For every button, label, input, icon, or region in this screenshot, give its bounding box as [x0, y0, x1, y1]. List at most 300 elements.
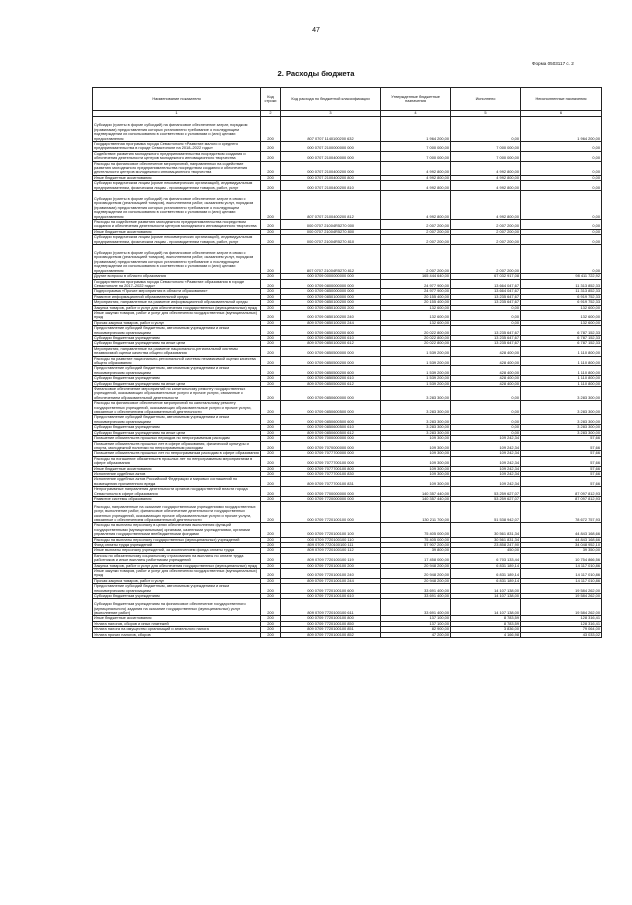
row-line-code: 200 [261, 305, 281, 310]
row-classification-code: 809 0709 0850100200 612 [281, 341, 381, 346]
row-approved: 109 300,00 [381, 466, 451, 471]
row-remaining: 0,00 [521, 161, 602, 175]
row-approved: 165 444 640,00 [381, 274, 451, 279]
row-classification-code: 000 0709 0850600500 600 [281, 415, 381, 425]
row-executed: 53 259 627,07 [451, 487, 521, 497]
row-remaining: 132 600,00 [521, 305, 602, 310]
column-number: 1 [93, 111, 261, 117]
row-classification-code: 000 0709 7077700100 000 [281, 456, 381, 466]
row-line-code: 200 [261, 346, 281, 356]
row-name: Подпрограмма «Прочие мероприятия в области образования» [93, 289, 261, 294]
row-executed: 4 992 800,00 [451, 161, 521, 175]
row-approved: 20 948 200,00 [381, 569, 451, 579]
row-line-code: 200 [261, 578, 281, 583]
row-approved: 4 992 800,00 [381, 181, 451, 191]
row-line-code: 200 [261, 523, 281, 537]
row-executed: 109 242,34 [451, 456, 521, 466]
row-remaining: 87 097 812,93 [521, 487, 602, 497]
row-name: Содействие развитию молодежного предпринимательства посредством создания и обеспечения деятельности центров молодежного инновационного творчества [93, 151, 261, 161]
row-approved: 132 600,00 [381, 310, 451, 320]
row-executed: 428 400,00 [451, 376, 521, 381]
row-classification-code: 809 0709 0850100200 244 [281, 320, 381, 325]
row-classification-code: 000 0709 7720000000 000 [281, 496, 381, 501]
row-name: Расходы на выплаты персоналу в целях обеспечения выполнения функций государственными (муниципальными) органами, казенными учреждениями, органами управления государственными внебюджетными фондами [93, 523, 261, 537]
row-executed: 428 400,00 [451, 366, 521, 376]
row-executed: 0,00 [451, 430, 521, 435]
row-line-code: 200 [261, 245, 281, 274]
row-remaining: 11 313 852,33 [521, 289, 602, 294]
table-row [93, 346, 602, 356]
row-name: Субсидии бюджетным учреждениям на иные цели [93, 430, 261, 435]
row-line-code: 200 [261, 543, 281, 548]
row-name: Иные бюджетные ассигнования [93, 616, 261, 621]
row-approved: 132 600,00 [381, 305, 451, 310]
row-line-code: 200 [261, 117, 281, 142]
table-row [93, 245, 602, 274]
row-approved: 57 907 200,00 [381, 543, 451, 548]
row-executed: 0,00 [451, 401, 521, 415]
row-executed: 30 561 831,34 [451, 523, 521, 537]
row-line-code: 200 [261, 548, 281, 553]
row-approved: 2 007 200,00 [381, 220, 451, 230]
row-name: Иные бюджетные ассигнования [93, 466, 261, 471]
row-line-code: 200 [261, 563, 281, 568]
row-remaining: 1 110 800,00 [521, 356, 602, 366]
row-line-code: 200 [261, 366, 281, 376]
row-executed: 428 400,00 [451, 381, 521, 386]
table-row [93, 553, 602, 563]
row-name: Фонд оплаты труда учреждений [93, 543, 261, 548]
row-classification-code: 809 0709 7720100100 852 [281, 632, 381, 637]
row-approved: 20 155 400,00 [381, 294, 451, 299]
row-classification-code: 000 0709 0850100200 600 [281, 326, 381, 336]
row-executed: 14 107 138,00 [451, 584, 521, 594]
row-remaining: 3 283 300,00 [521, 430, 602, 435]
row-line-code: 200 [261, 553, 281, 563]
table-body [93, 117, 602, 638]
row-remaining: 0,00 [521, 235, 602, 245]
row-remaining: 57,66 [521, 471, 602, 476]
row-remaining: 98 411 722,92 [521, 274, 602, 279]
row-remaining: 128 316,41 [521, 616, 602, 621]
row-executed: 109 242,34 [451, 436, 521, 441]
row-executed: 109 242,34 [451, 441, 521, 451]
row-name: Уплата налогов, сборов и иных платежей [93, 621, 261, 626]
row-classification-code: 000 0709 0850100200 000 [281, 300, 381, 305]
row-line-code: 200 [261, 616, 281, 621]
row-name: Субсидии юридическим лицам (кроме некоммерческих организаций), индивидуальным предпринимателям, физическим лицам - производителям товаров, работ, услуг [93, 235, 261, 245]
row-classification-code: 000 0709 7720100100 000 [281, 502, 381, 523]
row-executed: 2 007 200,00 [451, 220, 521, 230]
row-remaining: 57,66 [521, 451, 602, 456]
row-executed: 4 166,98 [451, 632, 521, 637]
row-remaining: 57,66 [521, 466, 602, 471]
row-classification-code: 000 0709 0850100000 000 [281, 294, 381, 299]
row-line-code: 200 [261, 466, 281, 471]
row-approved: 3 283 300,00 [381, 430, 451, 435]
row-name: Закупка товаров, работ и услуг для обеспечения государственных (муниципальных) нужд [93, 563, 261, 568]
row-line-code: 200 [261, 599, 281, 616]
row-classification-code: 000 0709 0850000000 000 [281, 289, 381, 294]
row-executed: 7 000 000,00 [451, 142, 521, 152]
row-executed: 109 242,34 [451, 477, 521, 487]
row-classification-code: 807 0707 2100400200 812 [281, 191, 381, 220]
page-number: 47 [312, 27, 320, 34]
row-name: Субсидии бюджетным учреждениям [93, 376, 261, 381]
row-remaining: 1 110 800,00 [521, 346, 602, 356]
row-line-code: 200 [261, 294, 281, 299]
row-approved: 3 283 300,00 [381, 425, 451, 430]
row-remaining: 1 110 800,00 [521, 381, 602, 386]
row-approved: 33 691 400,00 [381, 584, 451, 594]
row-remaining: 0,00 [521, 220, 602, 230]
row-approved: 1 539 200,00 [381, 376, 451, 381]
row-name: Непрограммные направления деятельности органов государственной власти города Севастополя в сфере образования [93, 487, 261, 497]
table-row [93, 584, 602, 594]
row-line-code: 200 [261, 320, 281, 325]
row-line-code: 200 [261, 151, 281, 161]
row-classification-code: 000 0707 21004R5270 810 [281, 235, 381, 245]
row-executed: 13 235 647,67 [451, 300, 521, 305]
row-line-code: 200 [261, 496, 281, 501]
row-executed: 8 783,59 [451, 621, 521, 626]
row-classification-code: 000 0709 7700000000 000 [281, 487, 381, 497]
row-line-code: 200 [261, 356, 281, 366]
table-row [93, 523, 602, 537]
row-classification-code: 000 0709 7720100100 600 [281, 584, 381, 594]
row-line-code: 200 [261, 451, 281, 456]
row-remaining: 1 964 200,00 [521, 117, 602, 142]
table-row [93, 401, 602, 415]
row-line-code: 200 [261, 381, 281, 386]
table-row [93, 456, 602, 466]
row-remaining: 19 584 262,00 [521, 599, 602, 616]
row-line-code: 200 [261, 441, 281, 451]
row-line-code: 200 [261, 487, 281, 497]
row-classification-code: 000 0709 7720100100 110 [281, 537, 381, 542]
row-name: Погашение обязательств прошлых периодов по непрограммным расходам [93, 436, 261, 441]
row-approved: 20 155 400,00 [381, 300, 451, 305]
row-name: Субсидии бюджетным учреждениям на иные цели [93, 381, 261, 386]
row-line-code: 200 [261, 430, 281, 435]
row-executed: 4 992 800,00 [451, 191, 521, 220]
row-line-code: 200 [261, 335, 281, 340]
row-name: Государственная программа города Севастополя «Развитие малого и среднего предпринимательства в городе Севастополе на 2018–2022 годы» [93, 142, 261, 152]
row-line-code: 200 [261, 300, 281, 305]
row-name: Другие вопросы в области образования [93, 274, 261, 279]
row-name: Субсидии бюджетным учреждениям [93, 335, 261, 340]
row-remaining: 0,00 [521, 151, 602, 161]
row-name: Развитие системы образования [93, 496, 261, 501]
row-remaining: 6 787 152,33 [521, 335, 602, 340]
row-remaining: 6 787 152,33 [521, 326, 602, 336]
row-approved: 33 691 400,00 [381, 594, 451, 599]
row-approved: 109 300,00 [381, 436, 451, 441]
row-approved: 75 405 000,00 [381, 537, 451, 542]
row-remaining: 132 600,00 [521, 310, 602, 320]
header-remaining: Неисполненные назначения [521, 88, 602, 111]
row-executed: 0,00 [451, 320, 521, 325]
row-name: Субсидии (гранты в форме субсидий) на финансовое обеспечение затрат в связи с производством (реализацией товаров), выполнением работ, оказанием услуг, порядком (правилами) предоставления которых установлено требование о последующем подтверждении их использования в соответствии с условиями и (или) целями предоставления [93, 245, 261, 274]
row-line-code: 200 [261, 425, 281, 430]
row-line-code: 200 [261, 235, 281, 245]
row-classification-code: 000 0707 2100400200 000 [281, 161, 381, 175]
header-name: Наименование показателя [93, 88, 261, 111]
table-row [93, 220, 602, 230]
row-name: Финансовое обеспечение мероприятий по капитальному ремонту государственных учреждений, оказывающих образовательные услуги и прочие услуги, связанные с обеспечением образовательной деятельности [93, 387, 261, 401]
row-executed: 0,00 [451, 117, 521, 142]
row-line-code: 200 [261, 502, 281, 523]
row-remaining: 39 350,00 [521, 548, 602, 553]
row-executed: 30 561 831,34 [451, 537, 521, 542]
row-remaining: 79 064,00 [521, 627, 602, 632]
table-row [93, 310, 602, 320]
row-classification-code: 807 0707 1140100200 632 [281, 117, 381, 142]
row-remaining: 0,00 [521, 142, 602, 152]
header-classification-code: Код расхода по бюджетной классификации [281, 88, 381, 111]
row-approved: 3 283 300,00 [381, 415, 451, 425]
row-executed: 8 783,59 [451, 616, 521, 621]
row-executed: 428 400,00 [451, 356, 521, 366]
table-row [93, 569, 602, 579]
row-approved: 82 900,00 [381, 627, 451, 632]
row-approved: 1 539 200,00 [381, 356, 451, 366]
row-executed: 13 664 047,67 [451, 279, 521, 289]
row-classification-code: 000 0709 0800000000 000 [281, 279, 381, 289]
row-classification-code: 000 0709 7720100100 850 [281, 621, 381, 626]
row-remaining: 43 033,02 [521, 632, 602, 637]
row-remaining: 19 584 262,00 [521, 584, 602, 594]
row-approved: 75 405 000,00 [381, 523, 451, 537]
column-number: 4 [381, 111, 451, 117]
row-name: Мероприятия, направленные на развитие информационной образовательной среды [93, 300, 261, 305]
row-classification-code: 809 0709 7077700100 831 [281, 477, 381, 487]
table-row [93, 356, 602, 366]
row-executed: 23 858 247,90 [451, 543, 521, 548]
row-executed: 6 831 189,14 [451, 569, 521, 579]
table-row [93, 477, 602, 487]
row-line-code: 200 [261, 477, 281, 487]
row-line-code: 200 [261, 584, 281, 594]
row-name: Иные бюджетные ассигнования [93, 175, 261, 180]
row-approved: 24 977 900,00 [381, 289, 451, 294]
row-remaining: 0,00 [521, 229, 602, 234]
row-classification-code: 000 0707 2100000000 000 [281, 142, 381, 152]
row-approved: 33 691 400,00 [381, 599, 451, 616]
table-header [93, 88, 602, 117]
row-classification-code: 809 0709 7720100100 851 [281, 627, 381, 632]
row-name: Расходы на погашение обязательств прошлых лет по непрограммным мероприятиям в сфере образования [93, 456, 261, 466]
row-line-code: 200 [261, 326, 281, 336]
row-name: Предоставление субсидий бюджетным, автономным учреждениям и иным некоммерческим организациям [93, 584, 261, 594]
row-name: Уплата налога на имущество организаций и земельного налога [93, 627, 261, 632]
row-line-code: 200 [261, 161, 281, 175]
row-line-code: 200 [261, 274, 281, 279]
header-executed: Исполнено [451, 88, 521, 111]
row-executed: 2 007 200,00 [451, 229, 521, 234]
row-approved: 109 300,00 [381, 441, 451, 451]
row-approved: 132 600,00 [381, 320, 451, 325]
row-remaining: 87 097 812,93 [521, 496, 602, 501]
row-remaining: 0,00 [521, 175, 602, 180]
table-row [93, 117, 602, 142]
row-name: Предоставление субсидий бюджетным, автономным учреждениям и иным некоммерческим организациям [93, 366, 261, 376]
row-executed: 14 107 138,00 [451, 599, 521, 616]
row-executed: 67 032 917,08 [451, 274, 521, 279]
row-classification-code: 809 0709 7720100100 611 [281, 599, 381, 616]
row-executed: 2 007 200,00 [451, 235, 521, 245]
row-classification-code: 000 0707 2100400000 000 [281, 151, 381, 161]
table-row [93, 181, 602, 191]
row-classification-code: 000 0709 7720100100 610 [281, 594, 381, 599]
row-executed: 0,00 [451, 387, 521, 401]
row-approved: 109 300,00 [381, 456, 451, 466]
row-remaining: 34 048 952,10 [521, 543, 602, 548]
row-classification-code: 000 0709 0850100200 200 [281, 305, 381, 310]
row-name: Субсидии бюджетным учреждениям [93, 594, 261, 599]
row-line-code: 200 [261, 471, 281, 476]
form-code: Форма 0503117 с. 2 [532, 61, 574, 66]
budget-expenses-table [92, 87, 602, 638]
row-name: Государственная программа города Севастополя «Развитие образования в городе Севастополе на 2017–2022 годы» [93, 279, 261, 289]
row-remaining: 0,00 [521, 181, 602, 191]
row-remaining: 6 919 752,33 [521, 294, 602, 299]
row-classification-code: 000 0709 7070000000 000 [281, 441, 381, 451]
row-remaining: 128 316,41 [521, 621, 602, 626]
row-remaining: 6 919 752,33 [521, 300, 602, 305]
row-executed: 0,00 [451, 305, 521, 310]
row-name: Расходы, направленные на оказание государственными учреждениями государственных услуг, выполнение работ, финансовое обеспечение деятельности государственных казенных учреждений, оказывающих прочие образовательные услуги и прочие услуги, связанные с обеспечением образовательной деятельности [93, 502, 261, 523]
row-name: Субсидии бюджетным учреждениям [93, 425, 261, 430]
row-line-code: 200 [261, 436, 281, 441]
row-name: Предоставление субсидий бюджетным, автономным учреждениям и иным некоммерческим организациям [93, 326, 261, 336]
row-executed: 3 836,00 [451, 627, 521, 632]
row-line-code: 200 [261, 229, 281, 234]
row-name: Иные выплаты персоналу учреждений, за исключением фонда оплаты труда [93, 548, 261, 553]
row-line-code: 200 [261, 632, 281, 637]
row-line-code: 200 [261, 569, 281, 579]
row-executed: 109 242,34 [451, 466, 521, 471]
row-executed: 428 400,00 [451, 346, 521, 356]
row-classification-code: 000 0709 7720100100 200 [281, 563, 381, 568]
row-classification-code: 000 0709 0850500000 000 [281, 346, 381, 356]
row-executed: 13 235 647,67 [451, 341, 521, 346]
row-classification-code: 000 0709 0850600000 000 [281, 387, 381, 401]
row-line-code: 200 [261, 537, 281, 542]
row-approved: 7 000 000,00 [381, 142, 451, 152]
row-name: Субсидии (гранты в форме субсидий) на финансовое обеспечение затрат в связи с производством (реализацией товаров), выполнением работ, оказанием услуг, порядком (правилами) предоставления которых установлено требование о последующем подтверждении их использования в соответствии с условиями и (или) целями предоставления [93, 191, 261, 220]
row-line-code: 200 [261, 310, 281, 320]
row-name: Закупка товаров, работ и услуг для обеспечения государственных (муниципальных) нужд [93, 305, 261, 310]
row-classification-code: 000 0709 0000000000 000 [281, 274, 381, 279]
row-line-code: 200 [261, 279, 281, 289]
table-row [93, 366, 602, 376]
row-approved: 20 022 800,00 [381, 335, 451, 340]
row-name: Иные закупки товаров, работ и услуг для обеспечения государственных (муниципальных) нужд [93, 569, 261, 579]
row-line-code: 200 [261, 341, 281, 346]
row-executed: 0,00 [451, 415, 521, 425]
row-classification-code: 809 0709 7720100100 112 [281, 548, 381, 553]
row-classification-code: 000 0709 0850500200 000 [281, 356, 381, 366]
row-classification-code: 000 0709 7720100100 240 [281, 569, 381, 579]
row-name: Прочая закупка товаров, работ и услуг [93, 320, 261, 325]
row-executed: 109 242,34 [451, 451, 521, 456]
row-executed: 14 107 138,00 [451, 594, 521, 599]
row-approved: 1 964 200,00 [381, 117, 451, 142]
row-executed: 51 538 942,07 [451, 502, 521, 523]
row-approved: 2 007 200,00 [381, 235, 451, 245]
row-line-code: 200 [261, 142, 281, 152]
row-name: Субсидии юридическим лицам (кроме некоммерческих организаций), индивидуальным предпринимателям, физическим лицам - производителям товаров, работ, услуг [93, 181, 261, 191]
row-line-code: 200 [261, 387, 281, 401]
row-executed: 0,00 [451, 310, 521, 320]
row-executed: 13 664 047,67 [451, 289, 521, 294]
row-approved: 140 357 440,00 [381, 496, 451, 501]
row-approved: 109 300,00 [381, 477, 451, 487]
row-approved: 109 300,00 [381, 471, 451, 476]
row-line-code: 200 [261, 627, 281, 632]
row-name: Иные бюджетные ассигнования [93, 229, 261, 234]
row-executed: 0,00 [451, 425, 521, 430]
row-remaining: 14 117 010,86 [521, 563, 602, 568]
row-executed: 2 007 200,00 [451, 245, 521, 274]
row-remaining: 0,00 [521, 245, 602, 274]
row-name: Погашение обязательств прошлых лет по непрограммным расходам в сфере образования [94, 450, 259, 456]
row-line-code: 200 [261, 415, 281, 425]
row-line-code: 200 [261, 621, 281, 626]
row-line-code: 200 [261, 594, 281, 599]
table-row [93, 415, 602, 425]
row-executed: 53 259 627,07 [451, 496, 521, 501]
row-approved: 1 539 200,00 [381, 381, 451, 386]
column-number: 3 [281, 111, 381, 117]
row-approved: 4 992 800,00 [381, 161, 451, 175]
row-classification-code: 809 0709 0850600500 612 [281, 430, 381, 435]
row-classification-code: 809 0709 7720100100 244 [281, 578, 381, 583]
row-approved: 47 200,00 [381, 632, 451, 637]
table-row [93, 487, 602, 497]
row-executed: 4 992 800,00 [451, 175, 521, 180]
row-name: Расходы на выплаты персоналу государственных (муниципальных) учреждений [93, 537, 261, 542]
row-approved: 109 300,00 [381, 451, 451, 456]
row-classification-code: 000 0707 2100400200 800 [281, 175, 381, 180]
row-name: Взносы по обязательному социальному страхованию на выплаты по оплате труда работников и иные выплаты работникам учреждений [93, 553, 261, 563]
row-classification-code: 000 0709 0850100200 610 [281, 335, 381, 340]
row-remaining: 44 843 168,66 [521, 537, 602, 542]
column-number: 6 [521, 111, 602, 117]
table-row [93, 326, 602, 336]
row-classification-code: 000 0709 0850100200 240 [281, 310, 381, 320]
table-row [93, 599, 602, 616]
table-row [93, 235, 602, 245]
row-classification-code: 000 0709 7720100100 100 [281, 523, 381, 537]
row-line-code: 200 [261, 220, 281, 230]
table-row [93, 502, 602, 523]
row-classification-code: 000 0709 7720100100 800 [281, 616, 381, 621]
row-line-code: 200 [261, 289, 281, 294]
table-row [93, 632, 602, 637]
row-name: Расходы на финансовое обеспечение мероприятий по капитальному ремонту государственных учреждений, оказывающих образовательные услуги и прочие услуги, связанные с обеспечением образовательной деятельности [93, 401, 261, 415]
row-executed: 13 235 647,67 [451, 326, 521, 336]
row-classification-code: 000 0709 0850600500 000 [281, 401, 381, 415]
row-remaining: 14 117 010,86 [521, 578, 602, 583]
row-classification-code: 000 0707 21004R5270 800 [281, 229, 381, 234]
row-classification-code: 000 0707 2100400200 810 [281, 181, 381, 191]
row-line-code: 200 [261, 401, 281, 415]
row-line-code: 200 [261, 376, 281, 381]
row-classification-code: 809 0709 7720100100 119 [281, 553, 381, 563]
table-row [93, 279, 602, 289]
